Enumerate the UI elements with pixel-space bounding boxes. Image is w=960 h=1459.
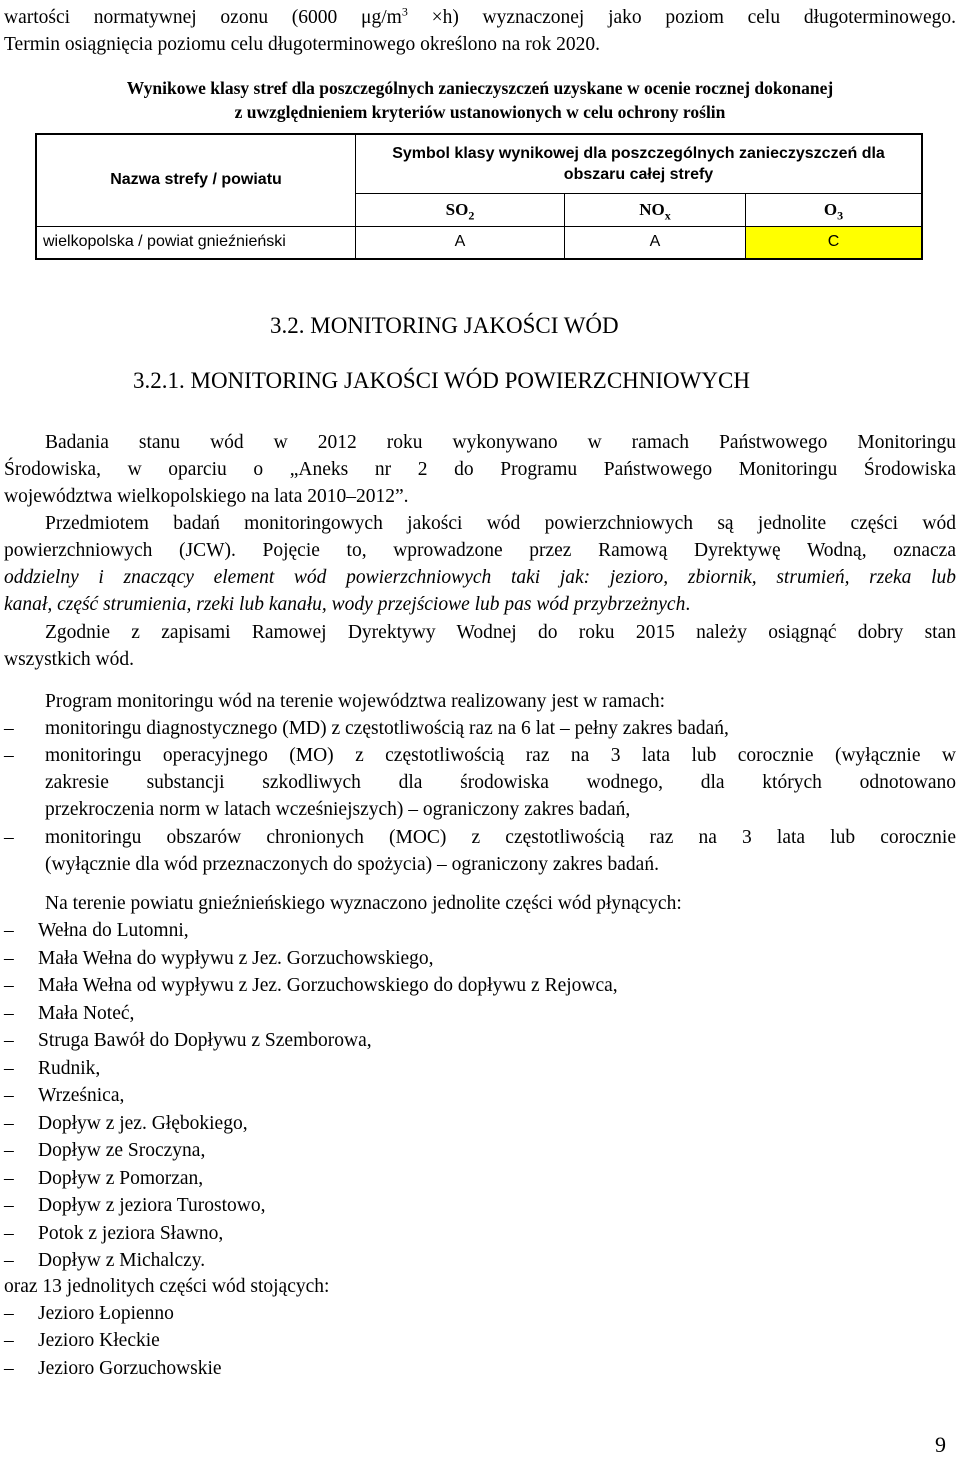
program-item-3-line-2: (wyłącznie dla wód przeznaczonych do spożycia) – ograniczony zakres badań.: [45, 854, 659, 875]
river-item: Wełna do Lutomni,: [38, 920, 189, 941]
river-dash: –: [4, 1112, 14, 1134]
river-dash: –: [4, 1057, 14, 1079]
lake-item: Jezioro Gorzuchowskie: [38, 1357, 222, 1379]
paragraph-2-line-2: powierzchniowych (JCW). Pojęcie to, wprowadzone przez Ramową Dyrektywę Wodną, oznacza: [4, 540, 956, 561]
program-item-2-line-1: monitoringu operacyjnego (MO) z częstotliwością raz na 3 lata lub corocznie (wyłącznie w: [45, 745, 956, 766]
paragraph-2-line-1: Przedmiotem badań monitoringowych jakości wód powierzchniowych są jednolite części wód: [45, 513, 956, 534]
paragraph-2-italic-line-2: kanał, część strumienia, rzeki lub kanału, wody przejściowe lub pas wód przybrzeżnych.: [4, 594, 691, 615]
table-row: [36, 226, 922, 259]
program-item-1: monitoringu diagnostycznego (MD) z częstotliwością raz na 6 lat – pełny zakres badań,: [45, 718, 729, 739]
river-item: Wrześnica,: [38, 1085, 125, 1106]
river-item: Dopływ z Pomorzan,: [38, 1167, 204, 1189]
program-item-1-dash: –: [4, 718, 14, 739]
river-dash: –: [4, 975, 14, 996]
table-cell-so2: A: [356, 226, 565, 259]
lake-item: Jezioro Łopienno: [38, 1303, 174, 1324]
table-col-nox: $NO_x$: [565, 193, 746, 226]
table-cell-o3: C: [746, 226, 923, 259]
river-item: Struga Bawół do Dopływu z Szemborowa,: [38, 1030, 372, 1051]
paragraph-3-line-1: Zgodnie z zapisami Ramowej Dyrektywy Wodnej do roku 2015 należy osiągnąć dobry stan: [45, 622, 956, 643]
river-dash: –: [4, 1085, 14, 1106]
lake-dash: –: [4, 1357, 14, 1379]
table-col-so2: $SO_2$: [356, 193, 565, 226]
intro-line-1: wartości normatywnej ozonu (6000 $\mu g/m^3 \times h$) wyznaczonej jako poziom celu długoterminowego.: [4, 4, 956, 28]
river-dash: –: [4, 1222, 14, 1244]
river-dash: –: [4, 920, 14, 941]
river-dash: –: [4, 1140, 14, 1161]
table-header-name: Nazwa strefy / powiatu: [36, 134, 356, 226]
river-item: Mała Noteć,: [38, 1002, 135, 1024]
lakes-intro: oraz 13 jednolitych części wód stojących:: [4, 1276, 330, 1297]
river-item: Dopływ z jeziora Turostowo,: [38, 1195, 266, 1216]
program-intro: Program monitoringu wód na terenie województwa realizowany jest w ramach:: [45, 691, 666, 712]
zone-class-table: [35, 133, 923, 260]
river-item: Mała Wełna do wypływu z Jez. Gorzuchowskiego,: [38, 947, 434, 969]
lake-dash: –: [4, 1303, 14, 1324]
river-dash: –: [4, 1167, 14, 1189]
river-item: Dopływ z Michalczy.: [38, 1250, 206, 1271]
river-item: Dopływ z jez. Głębokiego,: [38, 1112, 248, 1134]
lake-item: Jezioro Kłeckie: [38, 1330, 160, 1352]
program-item-2-line-2: zakresie substancji szkodliwych dla środowiska wodnego, dla których odnotowano: [45, 772, 956, 793]
program-item-2-line-3: przekroczenia norm w latach wcześniejszych) – ograniczony zakres badań,: [45, 799, 631, 820]
table-caption-line-2: z uwzględnieniem kryteriów ustanowionych w celu ochrony roślin: [234, 102, 726, 122]
intro-line-2: Termin osiągnięcia poziomu celu długoterminowego określono na rok 2020.: [4, 34, 600, 55]
river-item: Dopływ ze Sroczyna,: [38, 1140, 206, 1161]
paragraph-1-line-2: Środowiska, w oparciu o „Aneks nr 2 do Programu Państwowego Monitoringu Środowiska: [4, 459, 956, 480]
table-cell-zone-name: wielkopolska / powiat gnieźnieński: [36, 226, 356, 259]
table-col-o3: $O_3$: [746, 193, 923, 226]
river-dash: –: [4, 1030, 14, 1051]
table-caption-line-1: Wynikowe klasy stref dla poszczególnych zanieczyszczeń uzyskane w ocenie rocznej dokonanej: [126, 78, 834, 98]
river-item: Mała Wełna od wypływu z Jez. Gorzuchowskiego do dopływu z Rejowca,: [38, 975, 618, 996]
section-heading-3-2: 3.2. MONITORING JAKOŚCI WÓD: [270, 313, 619, 338]
lake-dash: –: [4, 1330, 14, 1352]
table-header-symbol: Symbol klasy wynikowej dla poszczególnych zanieczyszczeń dla obszaru całej strefy: [356, 134, 923, 193]
paragraph-3-line-2: wszystkich wód.: [4, 649, 134, 670]
river-dash: –: [4, 1250, 14, 1271]
program-item-3-dash: –: [4, 827, 14, 848]
paragraph-2-italic-line-1: oddzielny i znaczący element wód powierzchniowych taki jak: jezioro, zbiornik, strumień, rzeka lub: [4, 567, 956, 588]
paragraph-1-line-3: województwa wielkopolskiego na lata 2010–2012”.: [4, 486, 409, 507]
river-dash: –: [4, 1002, 14, 1024]
river-dash: –: [4, 947, 14, 969]
program-item-3-line-1: monitoringu obszarów chronionych (MOC) z częstotliwością raz na 3 lata lub corocznie: [45, 827, 956, 848]
program-item-2-dash: –: [4, 745, 14, 766]
river-item: Potok z jeziora Sławno,: [38, 1222, 224, 1244]
section-heading-3-2-1: 3.2.1. MONITORING JAKOŚCI WÓD POWIERZCHNIOWYCH: [133, 368, 750, 393]
river-dash: –: [4, 1195, 14, 1216]
paragraph-1-line-1: Badania stanu wód w 2012 roku wykonywano w ramach Państwowego Monitoringu: [45, 432, 956, 453]
rivers-intro: Na terenie powiatu gnieźnieńskiego wyznaczono jednolite części wód płynących:: [45, 893, 682, 914]
table-cell-nox: A: [565, 226, 746, 259]
page-number: 9: [935, 1432, 946, 1457]
river-item: Rudnik,: [38, 1057, 101, 1079]
